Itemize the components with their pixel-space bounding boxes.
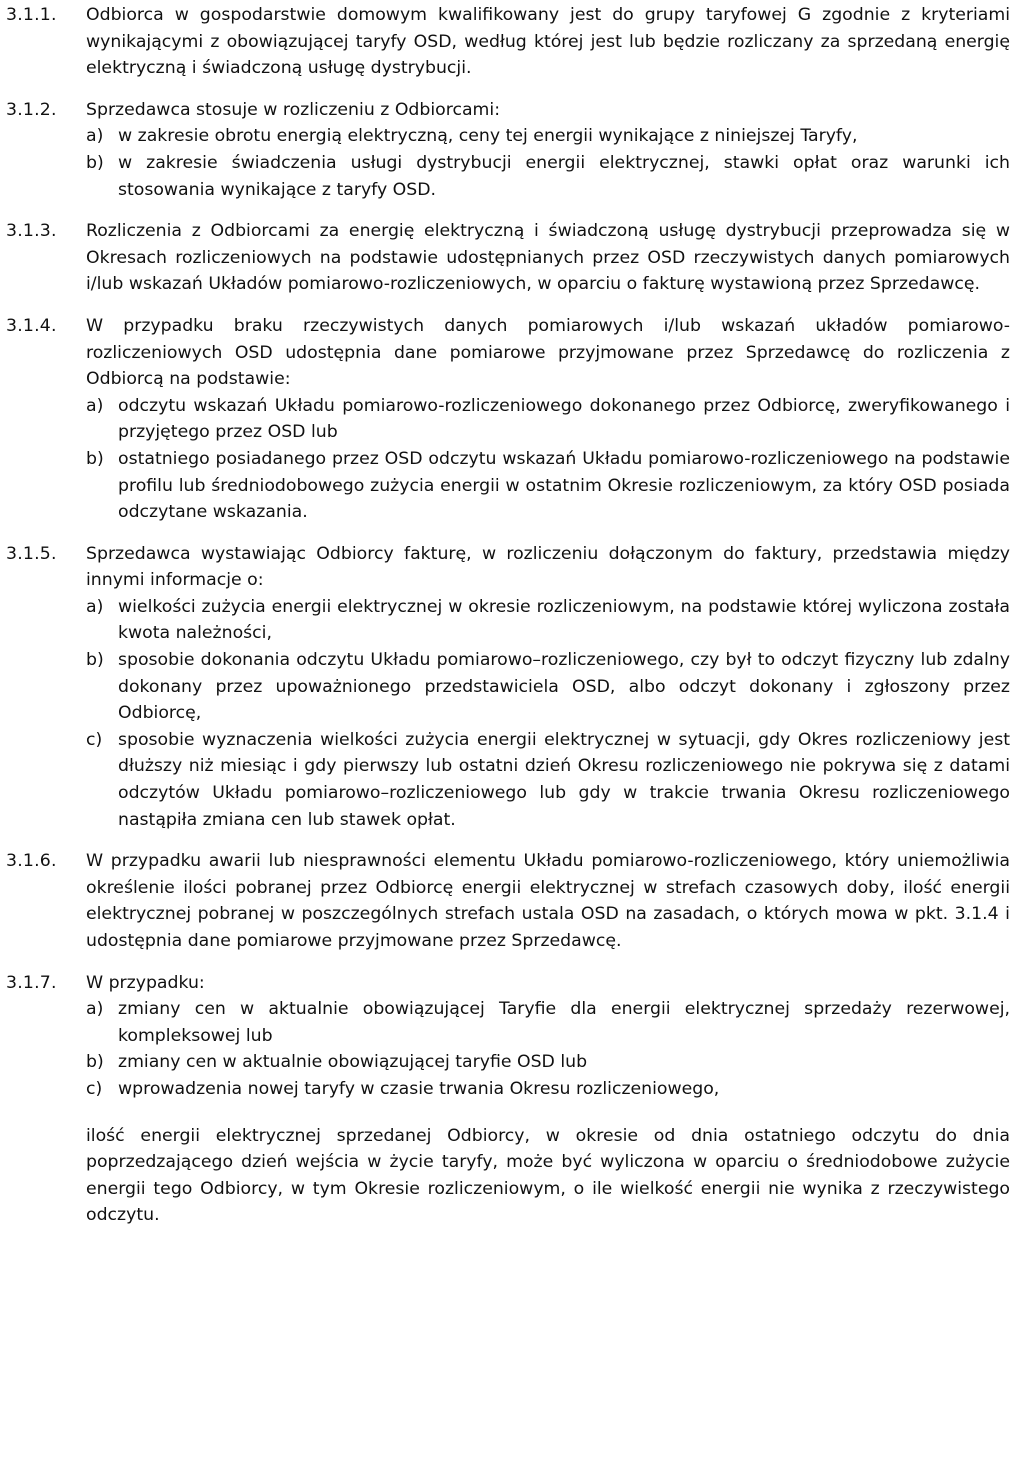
list-item — [86, 594, 1010, 647]
section-3-1-6 — [6, 848, 1010, 954]
section-text: Rozliczenia z Odbiorcami za energię elektryczną i świadczoną usługę dystrybucji przeprowadza się w Okresach rozliczeniowych na podstawie udostępnianych przez OSD rzeczywistych danych pomiarowych i/lub wskazań Układów pomiarowo-rozliczeniowych, w oparciu o fakturę wystawioną przez Sprzedawcę. — [86, 221, 1010, 295]
list-item-label: b) — [86, 448, 104, 469]
section-body — [86, 541, 1010, 834]
section-3-1-4 — [6, 313, 1010, 526]
section-number: 3.1.2. — [6, 99, 57, 120]
list-item-label: a) — [86, 395, 104, 416]
section-text: W przypadku awarii lub niesprawności elementu Układu pomiarowo-rozliczeniowego, który uniemożliwia określenie ilości pobranej przez Odbiorcę energii elektrycznej w strefach czasowych doby, ilość energii elektrycznej pobranej w poszczególnych strefach ustala OSD na zasadach, o których mowa w pkt. 3.1.4 i udostępnia dane pomiarowe przyjmowane przez Sprzedawcę. — [86, 851, 1010, 951]
list-item-label: a) — [86, 999, 104, 1020]
section-text: Sprzedawca stosuje w rozliczeniu z Odbiorcami: — [86, 99, 501, 120]
list-item-text: ostatniego posiadanego przez OSD odczytu wskazań Układu pomiarowo-rozliczeniowego na podstawie profilu lub średniodobowego zużycia energii w ostatnim Okresie rozliczeniowym, za który OSD posiada odczytane wskazania. — [118, 448, 1010, 523]
section-3-1-2 — [6, 97, 1010, 203]
list-item-label: b) — [86, 1052, 104, 1073]
list-item-label: b) — [86, 152, 104, 173]
section-3-1-1 — [6, 2, 1010, 82]
section-text: W przypadku: — [86, 972, 205, 993]
section-body — [86, 2, 1010, 82]
section-body — [86, 970, 1010, 1229]
list-item — [86, 1049, 1010, 1076]
section-text: Sprzedawca wystawiając Odbiorcy fakturę, w rozliczeniu dołączonym do faktury, przedstawia między innymi informacje o: — [86, 543, 1010, 591]
section-closing-text: ilość energii elektrycznej sprzedanej Odbiorcy, w okresie od dnia ostatniego odczytu do dnia poprzedzającego dzień wejścia w życie taryfy, może być wyliczona w oparciu o średniodobowe zużycie energii tego Odbiorcy, w tym Okresie rozliczeniowym, o ile wielkość energii nie wynika z rzeczywistego odczytu. — [86, 1125, 1010, 1226]
section-number: 3.1.6. — [6, 851, 57, 872]
list-item-text: sposobie wyznaczenia wielkości zużycia energii elektrycznej w sytuacji, gdy Okres rozliczeniowy jest dłuższy niż miesiąc i gdy pierwszy lub ostatni dzień Okresu rozliczeniowego nie pokrywa się z datami odczytów Układu pomiarowo–rozliczeniowego lub gdy w trakcie trwania Okresu rozliczeniowego nastąpiła zmiana cen lub stawek opłat. — [118, 729, 1010, 830]
list-item-text: w zakresie świadczenia usługi dystrybucji energii elektrycznej, stawki opłat oraz warunki ich stosowania wynikające z taryfy OSD. — [118, 152, 1010, 200]
list-item — [86, 150, 1010, 203]
list-item — [86, 1076, 1010, 1103]
list-item — [86, 647, 1010, 727]
list-item-text: zmiany cen w aktualnie obowiązującej Taryfie dla energii elektrycznej sprzedaży rezerwowej, kompleksowej lub — [118, 999, 1010, 1046]
section-number: 3.1.5. — [6, 543, 57, 564]
list-item-text: wielkości zużycia energii elektrycznej w okresie rozliczeniowym, na podstawie której wyliczona została kwota należności, — [118, 596, 1010, 644]
list-item-label: a) — [86, 596, 104, 617]
section-3-1-3 — [6, 218, 1010, 298]
section-number: 3.1.1. — [6, 5, 57, 25]
section-number: 3.1.3. — [6, 221, 57, 242]
list-item-label: a) — [86, 126, 104, 147]
list-item — [86, 393, 1010, 446]
list-item-label: b) — [86, 650, 104, 671]
list-item — [86, 123, 1010, 150]
list-item — [86, 727, 1010, 833]
list-item — [86, 446, 1010, 526]
list-item-text: w zakresie obrotu energią elektryczną, ceny tej energii wynikające z niniejszej Taryfy, — [118, 126, 858, 147]
list-item-text: zmiany cen w aktualnie obowiązującej taryfie OSD lub — [118, 1052, 588, 1073]
section-number: 3.1.7. — [6, 972, 57, 993]
list-item-label: c) — [86, 1078, 103, 1099]
list-item-text: sposobie dokonania odczytu Układu pomiarowo–rozliczeniowego, czy był to odczyt fizyczny lub zdalny dokonany przez upoważnionego przedstawiciela OSD, albo odczyt dokonany i zgłoszony przez Odbiorcę, — [118, 650, 1010, 724]
section-3-1-7 — [6, 970, 1010, 1229]
list-item-text: odczytu wskazań Układu pomiarowo-rozliczeniowego dokonanego przez Odbiorcę, zweryfikowanego i przyjętego przez OSD lub — [118, 395, 1010, 443]
section-text: Odbiorca w gospodarstwie domowym kwalifikowany jest do grupy taryfowej G zgodnie z kryteriami wynikającymi z obowiązującej taryfy OSD, według której jest lub będzie rozliczany za sprzedaną energię elektryczną i świadczoną usługę dystrybucji. — [86, 5, 1010, 79]
section-body — [86, 97, 1010, 203]
list-item — [86, 996, 1010, 1049]
section-body — [86, 848, 1010, 954]
section-body — [86, 218, 1010, 298]
list-item-label: c) — [86, 729, 103, 750]
list-item-text: wprowadzenia nowej taryfy w czasie trwania Okresu rozliczeniowego, — [118, 1078, 720, 1099]
section-3-1-5 — [6, 541, 1010, 834]
section-body — [86, 313, 1010, 526]
section-number: 3.1.4. — [6, 315, 57, 336]
section-text: W przypadku braku rzeczywistych danych pomiarowych i/lub wskazań układów pomiarowo-rozliczeniowych OSD udostępnia dane pomiarowe przyjmowane przez Sprzedawcę do rozliczenia z Odbiorcą na podstawie: — [86, 315, 1010, 390]
